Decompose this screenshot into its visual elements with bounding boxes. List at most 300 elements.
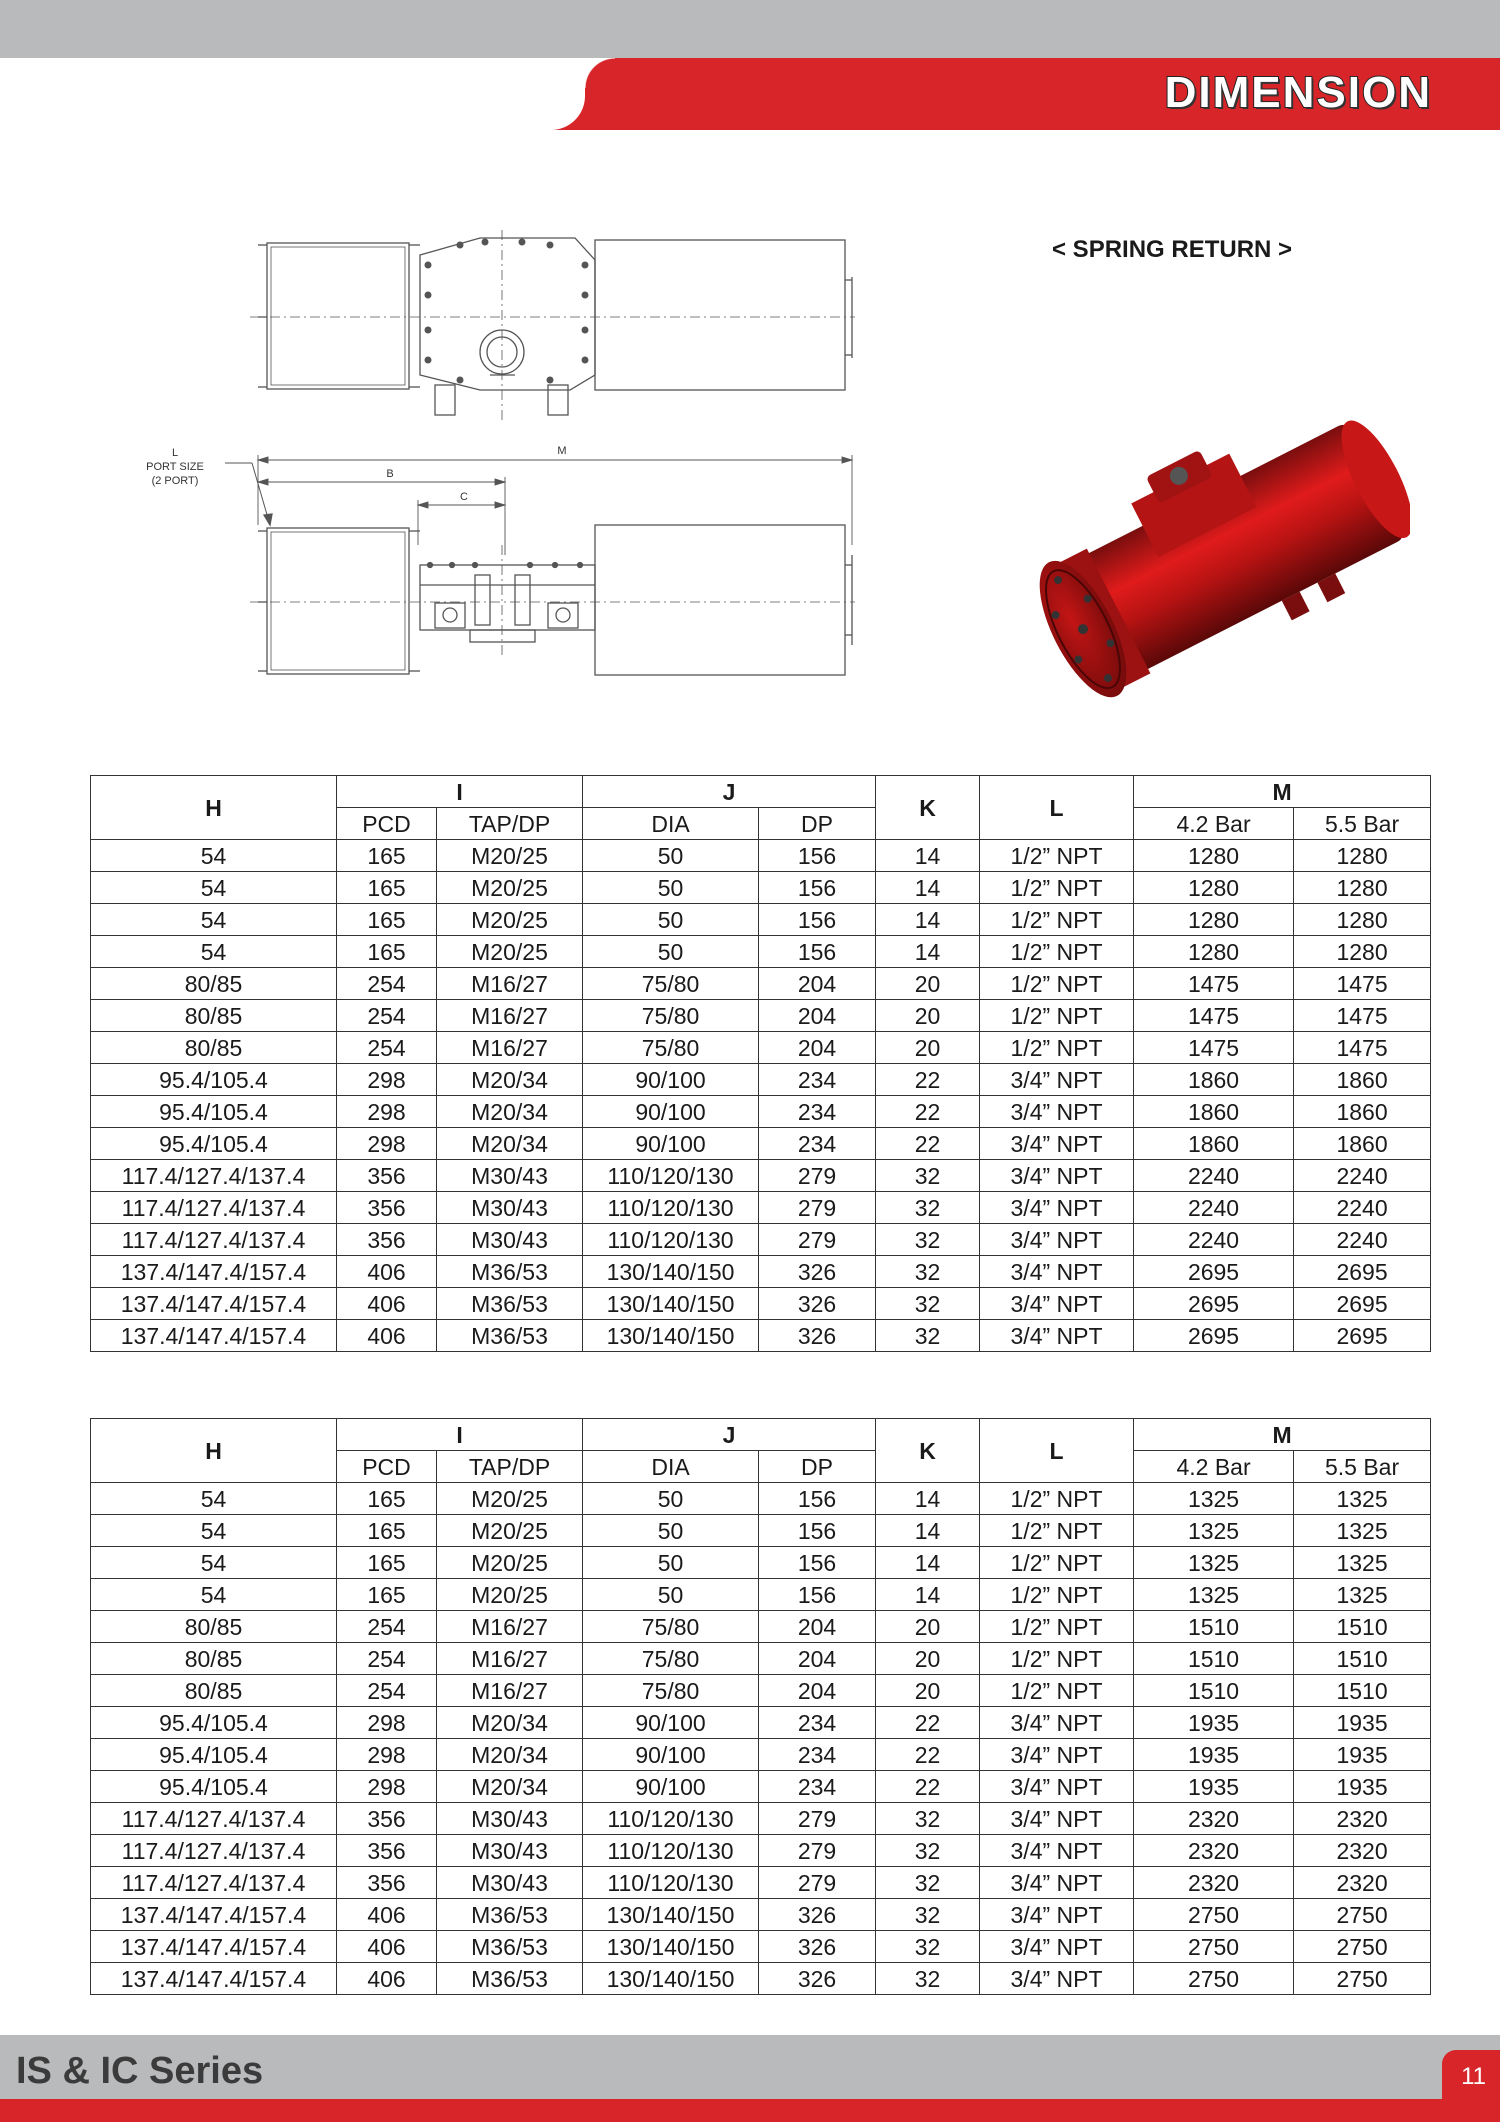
table-cell: 90/100 (583, 1064, 759, 1096)
table-cell: 3/4” NPT (980, 1192, 1134, 1224)
header-5-5-bar: 5.5 Bar (1294, 1451, 1431, 1483)
table-cell: 3/4” NPT (980, 1963, 1134, 1995)
header-k: K (876, 776, 980, 840)
table-cell: 80/85 (91, 1032, 337, 1064)
table-cell: 1280 (1294, 936, 1431, 968)
table-cell: 90/100 (583, 1739, 759, 1771)
table-row (91, 1611, 1431, 1643)
table-cell: 1475 (1294, 1032, 1431, 1064)
table-cell: 2695 (1294, 1288, 1431, 1320)
table-cell: 3/4” NPT (980, 1160, 1134, 1192)
table-cell: 20 (876, 1675, 980, 1707)
table-cell: 50 (583, 904, 759, 936)
table-cell: 298 (337, 1771, 437, 1803)
table-cell: M20/25 (437, 1483, 583, 1515)
header-h: H (91, 1419, 337, 1483)
table-cell: 32 (876, 1867, 980, 1899)
table-cell: 1280 (1294, 840, 1431, 872)
table-cell: M16/27 (437, 1643, 583, 1675)
table-cell: 356 (337, 1160, 437, 1192)
table-cell: 32 (876, 1963, 980, 1995)
table-cell: 1280 (1134, 904, 1294, 936)
header-dp: DP (759, 808, 876, 840)
table-cell: 90/100 (583, 1707, 759, 1739)
table-cell: 165 (337, 936, 437, 968)
header-k: K (876, 1419, 980, 1483)
table-cell: 2320 (1134, 1835, 1294, 1867)
table-cell: 75/80 (583, 1032, 759, 1064)
table-cell: 1510 (1294, 1611, 1431, 1643)
table-cell: 326 (759, 1931, 876, 1963)
table-cell: M36/53 (437, 1963, 583, 1995)
table-cell: 50 (583, 1547, 759, 1579)
table-cell: 1/2” NPT (980, 1000, 1134, 1032)
table-cell: 1935 (1294, 1739, 1431, 1771)
header-h: H (91, 776, 337, 840)
table-cell: 3/4” NPT (980, 1899, 1134, 1931)
table-cell: 54 (91, 936, 337, 968)
table-cell: 1325 (1134, 1483, 1294, 1515)
table-cell: 2320 (1294, 1803, 1431, 1835)
table-row (91, 1675, 1431, 1707)
table-cell: 1325 (1294, 1515, 1431, 1547)
table-cell: 54 (91, 1579, 337, 1611)
table-row (91, 1224, 1431, 1256)
table-row (91, 1288, 1431, 1320)
table-cell: 234 (759, 1739, 876, 1771)
table-cell: 95.4/105.4 (91, 1128, 337, 1160)
table-cell: 80/85 (91, 1000, 337, 1032)
table-cell: 1510 (1134, 1643, 1294, 1675)
table-cell: 22 (876, 1064, 980, 1096)
table-cell: 54 (91, 840, 337, 872)
table-cell: 1935 (1134, 1707, 1294, 1739)
table-cell: 406 (337, 1899, 437, 1931)
table-cell: 75/80 (583, 1611, 759, 1643)
table-cell: 137.4/147.4/157.4 (91, 1288, 337, 1320)
table-cell: 50 (583, 872, 759, 904)
table-cell: 54 (91, 904, 337, 936)
table-row (91, 1320, 1431, 1352)
table-cell: 2320 (1134, 1867, 1294, 1899)
table-row (91, 1707, 1431, 1739)
table-cell: 1/2” NPT (980, 1032, 1134, 1064)
table-cell: 117.4/127.4/137.4 (91, 1192, 337, 1224)
table-cell: 137.4/147.4/157.4 (91, 1899, 337, 1931)
table-row (91, 1160, 1431, 1192)
table-cell: 279 (759, 1160, 876, 1192)
table-cell: 298 (337, 1739, 437, 1771)
table-cell: 1325 (1134, 1547, 1294, 1579)
table-cell: 137.4/147.4/157.4 (91, 1256, 337, 1288)
table-cell: 2320 (1294, 1867, 1431, 1899)
table-cell: M20/25 (437, 1515, 583, 1547)
table-row (91, 1835, 1431, 1867)
table-cell: 20 (876, 968, 980, 1000)
table-cell: M36/53 (437, 1320, 583, 1352)
table-cell: 80/85 (91, 968, 337, 1000)
table-cell: 2695 (1134, 1256, 1294, 1288)
table-cell: M20/25 (437, 872, 583, 904)
table-cell: 204 (759, 1643, 876, 1675)
table-cell: 130/140/150 (583, 1288, 759, 1320)
table-cell: 156 (759, 904, 876, 936)
header-pcd: PCD (337, 808, 437, 840)
table-cell: 22 (876, 1739, 980, 1771)
table-cell: 1/2” NPT (980, 1547, 1134, 1579)
table-cell: 14 (876, 1483, 980, 1515)
table-cell: M36/53 (437, 1288, 583, 1320)
table-cell: M20/25 (437, 1547, 583, 1579)
table-cell: 254 (337, 1000, 437, 1032)
table-cell: 20 (876, 1032, 980, 1064)
table-cell: 1/2” NPT (980, 936, 1134, 968)
table-cell: 254 (337, 1611, 437, 1643)
table-cell: 1860 (1134, 1096, 1294, 1128)
table-cell: 95.4/105.4 (91, 1707, 337, 1739)
table-cell: M16/27 (437, 1000, 583, 1032)
table-cell: 1935 (1134, 1739, 1294, 1771)
table-cell: 165 (337, 1579, 437, 1611)
table-cell: 22 (876, 1771, 980, 1803)
table-cell: 1325 (1294, 1579, 1431, 1611)
table-cell: 1510 (1294, 1675, 1431, 1707)
table-cell: 234 (759, 1064, 876, 1096)
table-cell: 2750 (1134, 1931, 1294, 1963)
table-cell: M16/27 (437, 1611, 583, 1643)
table-row (91, 1803, 1431, 1835)
table-cell: 1860 (1134, 1064, 1294, 1096)
table-cell: 1/2” NPT (980, 904, 1134, 936)
table-cell: 3/4” NPT (980, 1931, 1134, 1963)
table-cell: 2320 (1134, 1803, 1294, 1835)
table-cell: 14 (876, 872, 980, 904)
table-cell: 3/4” NPT (980, 1739, 1134, 1771)
table-cell: 1475 (1134, 968, 1294, 1000)
table-cell: 356 (337, 1192, 437, 1224)
table-cell: 234 (759, 1096, 876, 1128)
table-cell: 1510 (1134, 1611, 1294, 1643)
table-cell: 110/120/130 (583, 1160, 759, 1192)
table-cell: M30/43 (437, 1224, 583, 1256)
table-row (91, 1931, 1431, 1963)
table-cell: 234 (759, 1707, 876, 1739)
table-cell: 32 (876, 1931, 980, 1963)
label-port-count: (2 PORT) (151, 475, 199, 487)
table-cell: 356 (337, 1867, 437, 1899)
table-cell: 32 (876, 1835, 980, 1867)
table-cell: 254 (337, 1643, 437, 1675)
table-cell: 204 (759, 1611, 876, 1643)
table-cell: 2695 (1134, 1320, 1294, 1352)
table-cell: 165 (337, 1547, 437, 1579)
table-cell: 406 (337, 1256, 437, 1288)
table-cell: M20/34 (437, 1739, 583, 1771)
table-cell: 32 (876, 1256, 980, 1288)
table-cell: 2695 (1134, 1288, 1294, 1320)
table-row (91, 968, 1431, 1000)
table-cell: 165 (337, 1515, 437, 1547)
port-label (225, 463, 272, 525)
table-cell: 3/4” NPT (980, 1224, 1134, 1256)
table-cell: 32 (876, 1224, 980, 1256)
table-cell: 2750 (1294, 1899, 1431, 1931)
table-cell: 1325 (1134, 1579, 1294, 1611)
table-cell: 22 (876, 1128, 980, 1160)
table-cell: 156 (759, 1547, 876, 1579)
table-cell: 254 (337, 1032, 437, 1064)
table-cell: M20/34 (437, 1064, 583, 1096)
table-cell: 1280 (1134, 872, 1294, 904)
table-cell: 3/4” NPT (980, 1835, 1134, 1867)
table-cell: M20/25 (437, 840, 583, 872)
table-cell: 3/4” NPT (980, 1128, 1134, 1160)
table-cell: 14 (876, 1547, 980, 1579)
table-cell: 1/2” NPT (980, 968, 1134, 1000)
table-cell: 3/4” NPT (980, 1096, 1134, 1128)
dimension-table-1 (90, 775, 1431, 1352)
table-cell: 204 (759, 1032, 876, 1064)
table-row (91, 1547, 1431, 1579)
table-cell: 3/4” NPT (980, 1707, 1134, 1739)
table-cell: 32 (876, 1160, 980, 1192)
header-i: I (337, 776, 583, 808)
table-cell: M20/25 (437, 936, 583, 968)
table-cell: 1/2” NPT (980, 872, 1134, 904)
table-cell: 117.4/127.4/137.4 (91, 1867, 337, 1899)
table-cell: 298 (337, 1064, 437, 1096)
table-row (91, 1515, 1431, 1547)
table-cell: M30/43 (437, 1192, 583, 1224)
table-cell: 3/4” NPT (980, 1803, 1134, 1835)
header-j: J (583, 1419, 876, 1451)
table-cell: 1325 (1294, 1547, 1431, 1579)
table-cell: 14 (876, 936, 980, 968)
table-cell: 137.4/147.4/157.4 (91, 1931, 337, 1963)
table-cell: 234 (759, 1771, 876, 1803)
table-cell: 117.4/127.4/137.4 (91, 1160, 337, 1192)
table-cell: 2750 (1294, 1931, 1431, 1963)
table-cell: 3/4” NPT (980, 1064, 1134, 1096)
table-row (91, 1192, 1431, 1224)
header-pcd: PCD (337, 1451, 437, 1483)
table-row (91, 936, 1431, 968)
table-cell: 95.4/105.4 (91, 1739, 337, 1771)
table-cell: 1935 (1294, 1771, 1431, 1803)
drawing-subtitle: < SPRING RETURN > (1052, 236, 1293, 263)
top-view (250, 230, 855, 420)
header-dia: DIA (583, 1451, 759, 1483)
table-cell: 130/140/150 (583, 1320, 759, 1352)
table-cell: 279 (759, 1192, 876, 1224)
table-1-body (91, 840, 1431, 1352)
table-cell: 14 (876, 1579, 980, 1611)
table-cell: 165 (337, 1483, 437, 1515)
table-cell: 1325 (1294, 1483, 1431, 1515)
table-cell: 1510 (1294, 1643, 1431, 1675)
table-row (91, 1963, 1431, 1995)
table-cell: M20/34 (437, 1128, 583, 1160)
table-cell: 279 (759, 1803, 876, 1835)
table-cell: 254 (337, 1675, 437, 1707)
table-cell: 32 (876, 1192, 980, 1224)
table-cell: 95.4/105.4 (91, 1096, 337, 1128)
table-cell: 2240 (1134, 1160, 1294, 1192)
label-l: L (171, 447, 179, 459)
table-cell: 22 (876, 1707, 980, 1739)
table-cell: 1475 (1134, 1032, 1294, 1064)
table-row (91, 1256, 1431, 1288)
table-cell: 298 (337, 1707, 437, 1739)
table-cell: 1280 (1134, 840, 1294, 872)
table-cell: M36/53 (437, 1931, 583, 1963)
table-cell: 110/120/130 (583, 1192, 759, 1224)
table-cell: 75/80 (583, 1675, 759, 1707)
table-cell: 156 (759, 872, 876, 904)
header-j: J (583, 776, 876, 808)
table-row (91, 872, 1431, 904)
table-cell: M30/43 (437, 1160, 583, 1192)
table-cell: 1860 (1294, 1064, 1431, 1096)
table-cell: 50 (583, 1483, 759, 1515)
table-cell: 3/4” NPT (980, 1867, 1134, 1899)
table-cell: M20/34 (437, 1771, 583, 1803)
table-cell: 80/85 (91, 1675, 337, 1707)
table-cell: 2240 (1294, 1192, 1431, 1224)
table-cell: 2750 (1134, 1963, 1294, 1995)
header-5-5-bar: 5.5 Bar (1294, 808, 1431, 840)
header-4-2-bar: 4.2 Bar (1134, 808, 1294, 840)
table-cell: 1475 (1134, 1000, 1294, 1032)
table-cell: 54 (91, 1547, 337, 1579)
table-cell: 2695 (1294, 1256, 1431, 1288)
table-cell: 1/2” NPT (980, 1611, 1134, 1643)
table-cell: 2240 (1134, 1192, 1294, 1224)
table-row (91, 1739, 1431, 1771)
table-cell: 117.4/127.4/137.4 (91, 1835, 337, 1867)
table-cell: 75/80 (583, 1643, 759, 1675)
table-cell: M30/43 (437, 1835, 583, 1867)
header-l: L (980, 1419, 1134, 1483)
table-cell: 356 (337, 1224, 437, 1256)
header-i: I (337, 1419, 583, 1451)
table-cell: 117.4/127.4/137.4 (91, 1224, 337, 1256)
table-cell: 1/2” NPT (980, 1643, 1134, 1675)
dimension-lines (258, 455, 852, 555)
table-cell: 14 (876, 840, 980, 872)
table-cell: 117.4/127.4/137.4 (91, 1803, 337, 1835)
table-cell: 32 (876, 1899, 980, 1931)
table-cell: 326 (759, 1963, 876, 1995)
table-cell: M20/34 (437, 1096, 583, 1128)
table-cell: 298 (337, 1096, 437, 1128)
table-row (91, 1096, 1431, 1128)
header-dia: DIA (583, 808, 759, 840)
header-dp: DP (759, 1451, 876, 1483)
table-cell: 2320 (1294, 1835, 1431, 1867)
table-cell: 1280 (1294, 904, 1431, 936)
table-cell: 54 (91, 872, 337, 904)
table-cell: 130/140/150 (583, 1899, 759, 1931)
table-cell: 298 (337, 1128, 437, 1160)
footer-band-red (0, 2099, 1500, 2122)
table-row (91, 1643, 1431, 1675)
header-m: M (1134, 776, 1431, 808)
table-cell: 2240 (1294, 1160, 1431, 1192)
table-cell: 356 (337, 1803, 437, 1835)
table-cell: 279 (759, 1835, 876, 1867)
table-cell: 156 (759, 936, 876, 968)
table-cell: 3/4” NPT (980, 1256, 1134, 1288)
header-tap-dp: TAP/DP (437, 808, 583, 840)
table-cell: 50 (583, 1579, 759, 1611)
table-cell: M36/53 (437, 1256, 583, 1288)
table-cell: 165 (337, 872, 437, 904)
table-row (91, 1867, 1431, 1899)
table-cell: 356 (337, 1835, 437, 1867)
dimension-table-2 (90, 1418, 1431, 1995)
table-cell: 110/120/130 (583, 1224, 759, 1256)
table-cell: 110/120/130 (583, 1867, 759, 1899)
table-cell: 406 (337, 1963, 437, 1995)
header-tap-dp: TAP/DP (437, 1451, 583, 1483)
table-row (91, 840, 1431, 872)
table-row (91, 1483, 1431, 1515)
table-cell: 406 (337, 1931, 437, 1963)
label-port-size: PORT SIZE (146, 461, 204, 473)
table-cell: 1935 (1134, 1771, 1294, 1803)
table-cell: 156 (759, 1515, 876, 1547)
table-cell: 156 (759, 840, 876, 872)
table-row (91, 1032, 1431, 1064)
table-cell: M30/43 (437, 1867, 583, 1899)
table-cell: 54 (91, 1515, 337, 1547)
table-cell: 204 (759, 1675, 876, 1707)
table-cell: 2695 (1294, 1320, 1431, 1352)
table-cell: 326 (759, 1320, 876, 1352)
table-cell: 1475 (1294, 968, 1431, 1000)
table-cell: 90/100 (583, 1771, 759, 1803)
table-cell: 80/85 (91, 1611, 337, 1643)
table-cell: 204 (759, 968, 876, 1000)
table-cell: 1/2” NPT (980, 840, 1134, 872)
header-l: L (980, 776, 1134, 840)
table-cell: 32 (876, 1803, 980, 1835)
header-band-grey (0, 0, 1500, 58)
table-row (91, 1899, 1431, 1931)
label-c: C (460, 491, 468, 503)
table-cell: 1/2” NPT (980, 1675, 1134, 1707)
page-title: DIMENSION (1164, 68, 1432, 117)
table-cell: 1475 (1294, 1000, 1431, 1032)
table-cell: 32 (876, 1320, 980, 1352)
table-cell: 406 (337, 1320, 437, 1352)
table-cell: 54 (91, 1483, 337, 1515)
table-cell: 20 (876, 1643, 980, 1675)
table-cell: 1860 (1294, 1096, 1431, 1128)
table-cell: M16/27 (437, 1032, 583, 1064)
table-cell: 326 (759, 1256, 876, 1288)
table-cell: 2750 (1294, 1963, 1431, 1995)
table-cell: 20 (876, 1000, 980, 1032)
table-row (91, 1771, 1431, 1803)
actuator-product-image (1010, 400, 1410, 720)
table-cell: 50 (583, 840, 759, 872)
table-cell: 20 (876, 1611, 980, 1643)
table-cell: 90/100 (583, 1096, 759, 1128)
table-cell: 1860 (1294, 1128, 1431, 1160)
table-cell: 326 (759, 1288, 876, 1320)
